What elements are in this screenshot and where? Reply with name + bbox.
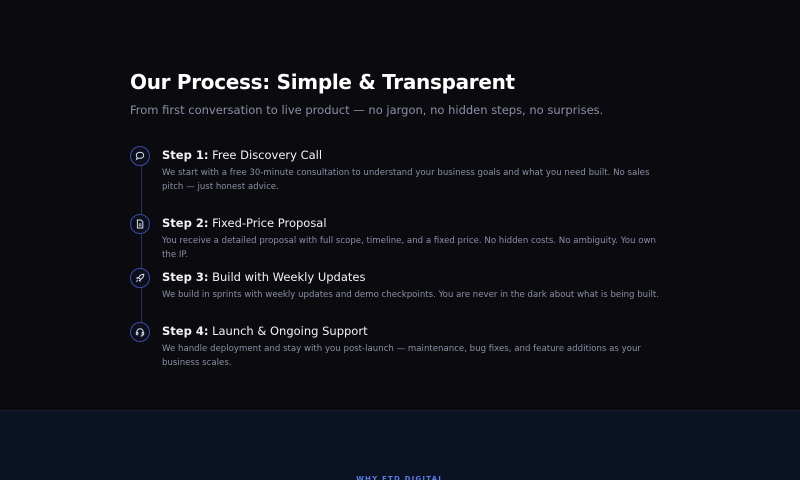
step-2-description: You receive a detailed proposal with full scope, timeline, and a fixed price. No hidden costs. No ambiguity. You own the IP. <box>162 236 656 260</box>
step-4-label: Step 4: <box>162 324 209 338</box>
step-3-label: Step 3: <box>162 270 209 284</box>
rocket-icon <box>130 268 150 288</box>
step-3-title-text: Build with Weekly Updates <box>212 270 366 284</box>
step-4-title-text: Launch & Ongoing Support <box>212 324 368 338</box>
step-4-title <box>162 324 368 338</box>
step-1-label: Step 1: <box>162 148 209 162</box>
step-1-description: We start with a free 30-minute consultation to understand your business goals and what you need built. No sales pitch — just honest advice. <box>162 168 650 192</box>
step-4-description: We handle deployment and stay with you post-launch — maintenance, bug fixes, and feature additions as your business scales. <box>162 344 641 368</box>
chat-bubble-icon <box>130 146 150 166</box>
step-2-label: Step 2: <box>162 216 209 230</box>
section-subheading: From first conversation to live product — no jargon, no hidden steps, no surprises. <box>130 103 604 117</box>
document-icon <box>130 214 150 234</box>
timeline-line <box>141 165 142 330</box>
section-heading: Our Process: Simple & Transparent <box>130 70 515 94</box>
step-3-description: We build in sprints with weekly updates and demo checkpoints. You are never in the dark about what is being built. <box>162 290 659 300</box>
step-1-title-text: Free Discovery Call <box>212 148 323 162</box>
step-2-title <box>162 216 327 230</box>
step-3-title <box>162 270 365 284</box>
step-2-title-text: Fixed-Price Proposal <box>212 216 327 230</box>
why-eyebrow: WHY FTD DIGITAL <box>356 475 444 480</box>
why-section <box>0 410 800 480</box>
step-1-title <box>162 148 322 162</box>
headset-icon <box>130 322 150 342</box>
